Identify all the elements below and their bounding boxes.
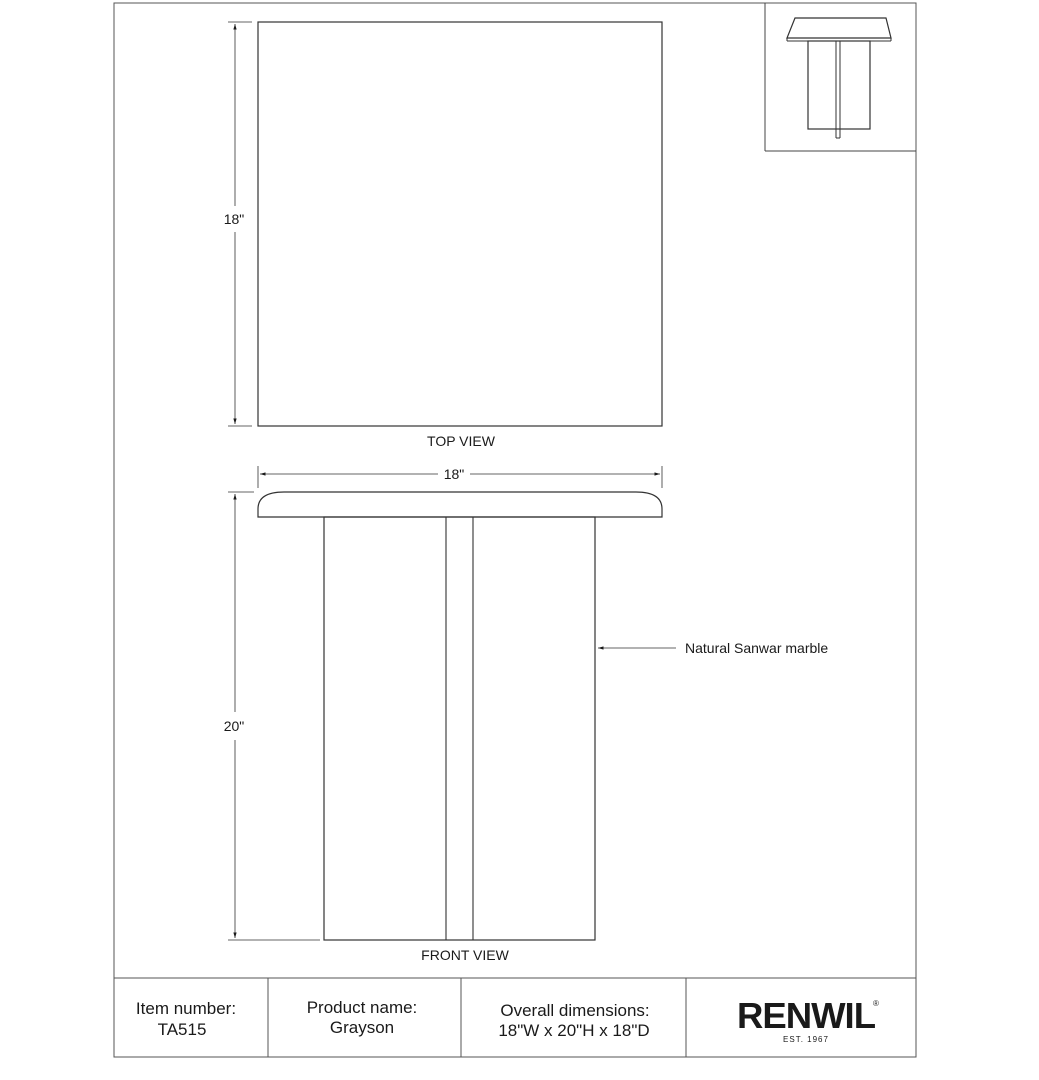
front-width-dimension: 18" — [443, 466, 465, 482]
item-number-value: TA515 — [157, 1020, 207, 1039]
logo-wordmark: RENWIL — [737, 995, 876, 1036]
top-view — [224, 22, 662, 449]
product-name-label: Product name: — [306, 998, 418, 1017]
top-view-label: TOP VIEW — [427, 433, 495, 449]
front-view — [224, 466, 829, 963]
item-number-label: Item number: — [135, 999, 237, 1018]
tabletop-outline — [258, 22, 662, 426]
tabletop-slab — [258, 492, 662, 517]
renwil-logo — [737, 995, 879, 1044]
logo-tagline: EST. 1967 — [783, 1035, 829, 1044]
title-block — [114, 978, 916, 1057]
overall-dimensions-value: 18"W x 20"H x 18"D — [498, 1021, 650, 1040]
overall-dimensions-label: Overall dimensions: — [500, 1001, 650, 1020]
top-depth-dimension: 18" — [223, 211, 245, 227]
thumbnail-perspective — [765, 3, 916, 151]
material-callout: Natural Sanwar marble — [685, 640, 829, 656]
front-height-dimension: 20" — [223, 718, 245, 734]
logo-registered-mark: ® — [873, 999, 879, 1008]
base-panel — [324, 517, 595, 940]
front-view-label: FRONT VIEW — [421, 947, 509, 963]
product-name-value: Grayson — [329, 1018, 395, 1037]
page-frame — [114, 3, 916, 1057]
